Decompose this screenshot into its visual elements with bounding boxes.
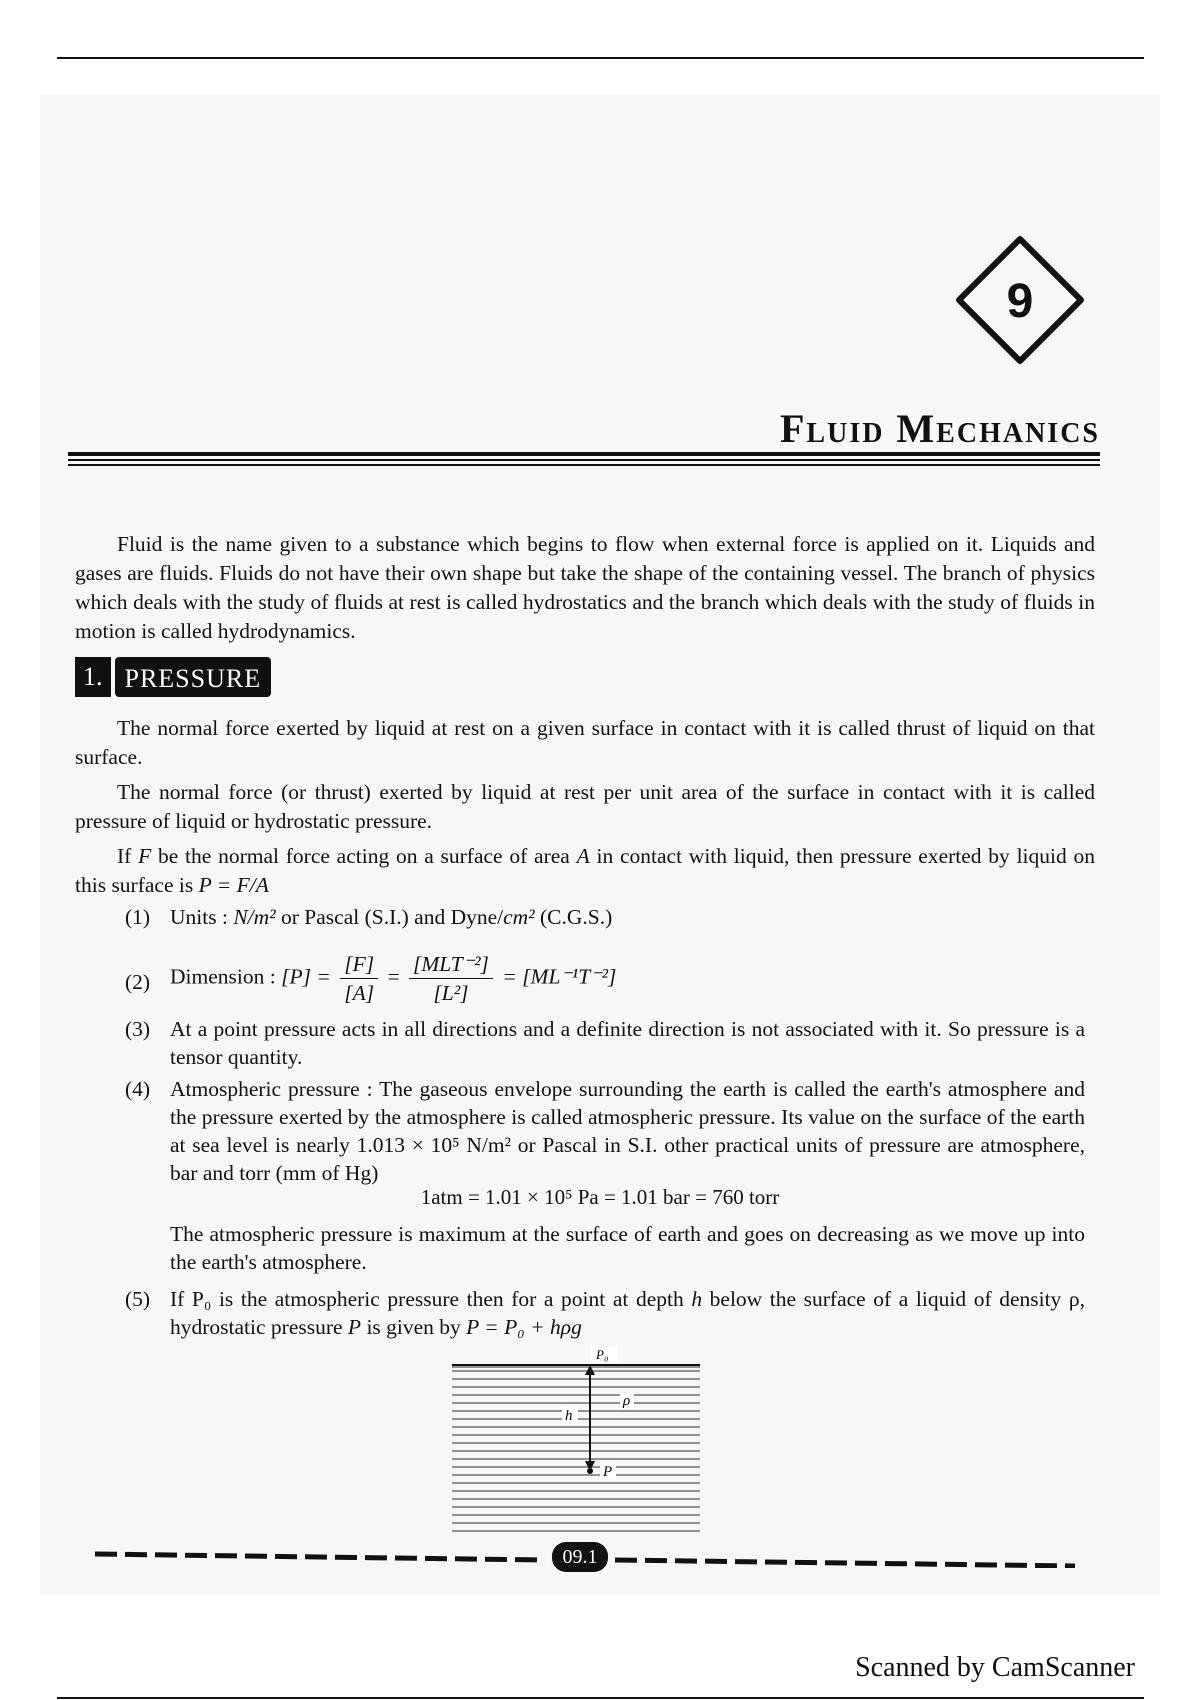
fraction-mlt-over-l2: $\frac{\text{[MLT⁻²]}}{\text{[L²]}}$ [409, 950, 493, 1007]
bottom-rule [57, 1697, 1144, 1699]
page-number: 09.1 [552, 1542, 608, 1572]
list-item-atmospheric-pressure: (4) Atmospheric pressure : The gaseous envelope surrounding the earth is called the earth's atmosphere and the pressure exerted by the atmosphere is called atmospheric pressure. Its value on the surface of the earth at sea level is nearly 1.013 × 10⁵ N/m² or Pascal in S.I. other practical units of pressure are atmosphere, bar and torr (mm of Hg) [125, 1077, 1085, 1185]
diagram-h-label: h [565, 1408, 573, 1424]
chapter-number-badge [955, 235, 1085, 365]
pressure-definition-paragraph: The normal force (or thrust) exerted by liquid at rest per unit area of the surface in contact with it is called pressure of liquid or hydrostatic pressure. [75, 780, 1095, 833]
section-title: PRESSURE [115, 657, 272, 697]
diagram-rho-label: ρ [623, 1393, 631, 1409]
chapter-title: Fluid Mechanics [779, 406, 1100, 451]
chapter-number: 9 [1006, 275, 1034, 328]
section-heading [75, 657, 271, 697]
top-rule [57, 57, 1144, 59]
fraction-f-over-a: $\frac{[F]}{[A]}$ [340, 950, 378, 1007]
section-number: 1. [75, 657, 111, 697]
hydrostatic-formula: P = P₀ + hρg [466, 1315, 582, 1339]
title-rule [68, 452, 1100, 467]
pressure-formula: P = F/A [198, 873, 269, 897]
list-item-units: (1) Units : N/m² or Pascal (S.I.) and Dyne/cm² (C.G.S.) [125, 905, 613, 929]
intro-paragraph: Fluid is the name given to a substance which begins to flow when external force is applied on it. Liquids and gases are fluids. Fluids do not have their own shape but take the shape of the containing vessel. The branch of physics which deals with the study of fluids at rest is called hydrostatics and the branch which deals with the study of fluids in motion is called hydrodynamics. [75, 532, 1095, 643]
list-item-tensor: (3) At a point pressure acts in all directions and a definite direction is not associated with it. So pressure is a tensor quantity. [125, 1017, 1085, 1069]
atm-note: The atmospheric pressure is maximum at the surface of earth and goes on decreasing as we move up into the earth's atmosphere. [170, 1222, 1085, 1274]
atm-conversion: 1atm = 1.01 × 10⁵ Pa = 1.01 bar = 760 torr [420, 1185, 780, 1209]
list-item-dimension: (2) Dimension : [P] = $\frac{[F]}{[A]}$ = $\frac{\text{[MLT⁻²]}}{\text{[L²]}}$ = [ML⁻¹T⁻²] [125, 952, 617, 1005]
liquid-column-diagram [450, 1345, 702, 1535]
thrust-paragraph: The normal force exerted by liquid at rest on a given surface in contact with it is called thrust of liquid on that surface. [75, 716, 1095, 769]
list-item-hydrostatic: (5) If P₀ is the atmospheric pressure then for a point at depth h below the surface of a liquid of density ρ, hydrostatic pressure P is given by P = P₀ + hρg [125, 1287, 1086, 1339]
scanner-watermark: Scanned by CamScanner [855, 1652, 1135, 1683]
diagram-p0-label: P₀ [596, 1347, 609, 1362]
pressure-formula-paragraph: If F be the normal force acting on a surface of area A in contact with liquid, then pressure exerted by liquid on this surface is P = F/A [75, 844, 1095, 897]
diagram-p-label: P [603, 1464, 613, 1480]
